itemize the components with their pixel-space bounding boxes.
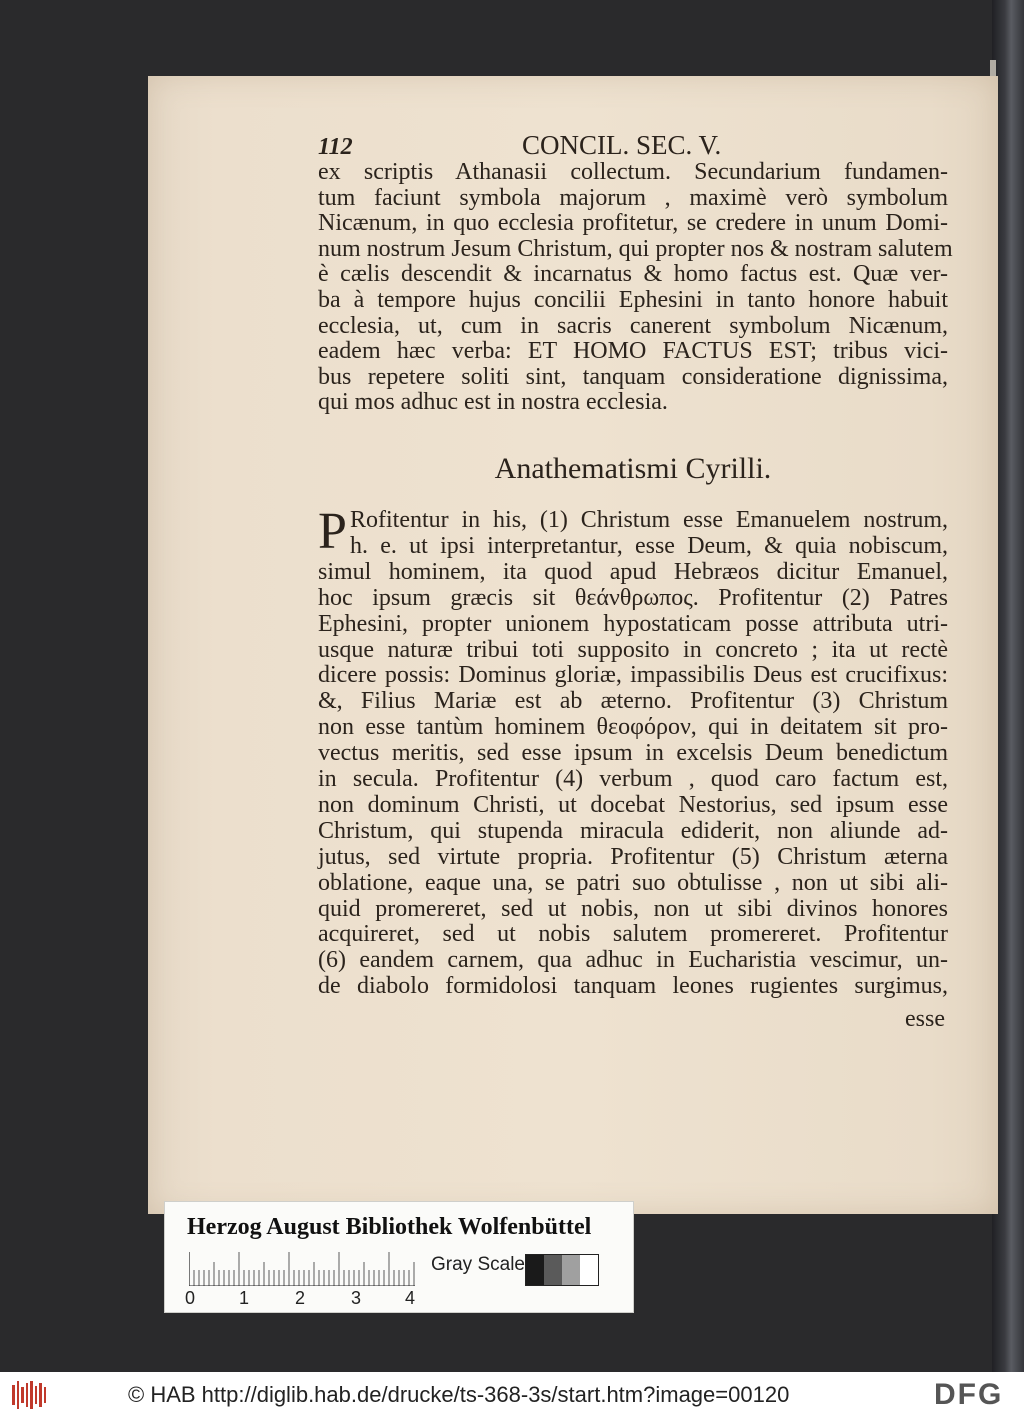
text-line: simul hominem, ita quod apud Hebræos dicitur Emanuel, bbox=[318, 558, 948, 585]
text-line: ecclesia, ut, cum in sacris canerent symbolum Nicænum, bbox=[318, 312, 948, 339]
text-line: Ephesini, propter unionem hypostaticam posse attributa utri- bbox=[318, 610, 948, 637]
hab-barcode-icon bbox=[12, 1381, 46, 1409]
section-heading: Anathematismi Cyrilli. bbox=[494, 452, 772, 485]
text-line: dicere possis: Dominus gloriæ, impassibilis Deus est crucifixus: bbox=[318, 662, 948, 689]
footer-bar bbox=[0, 1372, 1024, 1417]
ruler-number: 4 bbox=[405, 1288, 416, 1308]
text-line: vectus meritis, sed esse ipsum in excelsis Deum benedictum bbox=[318, 740, 948, 767]
swatch-light-gray bbox=[562, 1255, 580, 1285]
text-line: oblatione, eaque una, se patri suo obtulisse , non ut sibi ali- bbox=[318, 869, 948, 896]
text-line: non esse tantùm hominem θεοφόρον, qui in deitatem sit pro- bbox=[318, 714, 948, 741]
footer-credit: © HAB http://diglib.hab.de/drucke/ts-368-3s/start.htm?image=00120 bbox=[128, 1382, 790, 1407]
swatch-black bbox=[526, 1255, 544, 1285]
ruler-number: 2 bbox=[295, 1288, 306, 1308]
drop-cap: P bbox=[318, 503, 347, 560]
gray-scale-swatches bbox=[525, 1254, 599, 1286]
text-line: in secula. Profitentur (4) verbum , quod caro factum est, bbox=[318, 766, 948, 792]
text-line: non dominum Christi, ut docebat Nestorius, sed ipsum esse bbox=[318, 791, 948, 818]
text-line: bus repetere soliti sint, tanquam consideratione dignissima, bbox=[318, 363, 948, 390]
text-line: acquireret, sed ut nobis salutem promereret. Profitentur bbox=[318, 921, 948, 948]
library-name: Herzog August Bibliothek Wolfenbüttel bbox=[187, 1214, 592, 1240]
text-line: jutus, sed virtute propria. Profitentur (5) Christum æterna bbox=[318, 843, 948, 870]
swatch-dark-gray bbox=[544, 1255, 562, 1285]
page-folio: 112 bbox=[318, 134, 353, 160]
ruler-number: 3 bbox=[351, 1288, 362, 1308]
measurement-ruler bbox=[189, 1252, 415, 1286]
text-line: ex scriptis Athanasii collectum. Secundarium fundamen- bbox=[318, 159, 948, 185]
text-line: &, Filius Mariæ est ab æterno. Profitentur (3) Christum bbox=[318, 688, 948, 715]
text-line: num nostrum Jesum Christum, qui propter nos & nostram salutem bbox=[318, 235, 953, 262]
gray-scale-label: Gray Scale bbox=[431, 1254, 525, 1275]
text-line: tum faciunt symbola majorum , maximè verò symbolum bbox=[318, 184, 948, 211]
text-line: qui mos adhuc est in nostra ecclesia. bbox=[318, 389, 668, 416]
text-line: (6) eandem carnem, qua adhuc in Eucharistia vescimur, un- bbox=[318, 947, 948, 974]
library-label-card bbox=[165, 1202, 633, 1312]
dfg-logo: DFG bbox=[934, 1378, 1004, 1411]
text-line: de diabolo formidolosi tanquam leones rugientes surgimus, bbox=[318, 973, 948, 1000]
text-line: Rofitentur in his, (1) Christum esse Emanuelem nostrum, bbox=[350, 507, 948, 533]
text-line: è cælis descendit & incarnatus & homo factus est. Quæ ver- bbox=[318, 261, 948, 288]
text-line: Nicænum, in quo ecclesia profitetur, se credere in unum Domi- bbox=[318, 210, 948, 237]
ruler-number: 1 bbox=[239, 1288, 250, 1308]
text-line: ba à tempore hujus concilii Ephesini in tanto honore habuit bbox=[318, 287, 948, 313]
text-line: h. e. ut ipsi interpretantur, esse Deum, & quia nobiscum, bbox=[350, 532, 948, 559]
ruler-number: 0 bbox=[185, 1288, 196, 1308]
text-line: eadem hæc verba: ET HOMO FACTUS EST; tribus vici- bbox=[318, 338, 948, 365]
text-line: quid promereret, sed ut nobis, non ut sibi divinos honores bbox=[318, 895, 948, 922]
text-line: hoc ipsum græcis sit θεάνθρωπος. Profitentur (2) Patres bbox=[318, 584, 948, 611]
text-line: Christum, qui stupenda miracula ediderit, non aliunde ad- bbox=[318, 817, 948, 844]
catchword: esse bbox=[905, 1006, 945, 1032]
text-line: usque naturæ tribui toti supposito in concreto ; ita ut rectè bbox=[318, 636, 948, 663]
running-head: CONCIL. SEC. V. bbox=[522, 130, 722, 160]
swatch-white bbox=[580, 1255, 598, 1285]
